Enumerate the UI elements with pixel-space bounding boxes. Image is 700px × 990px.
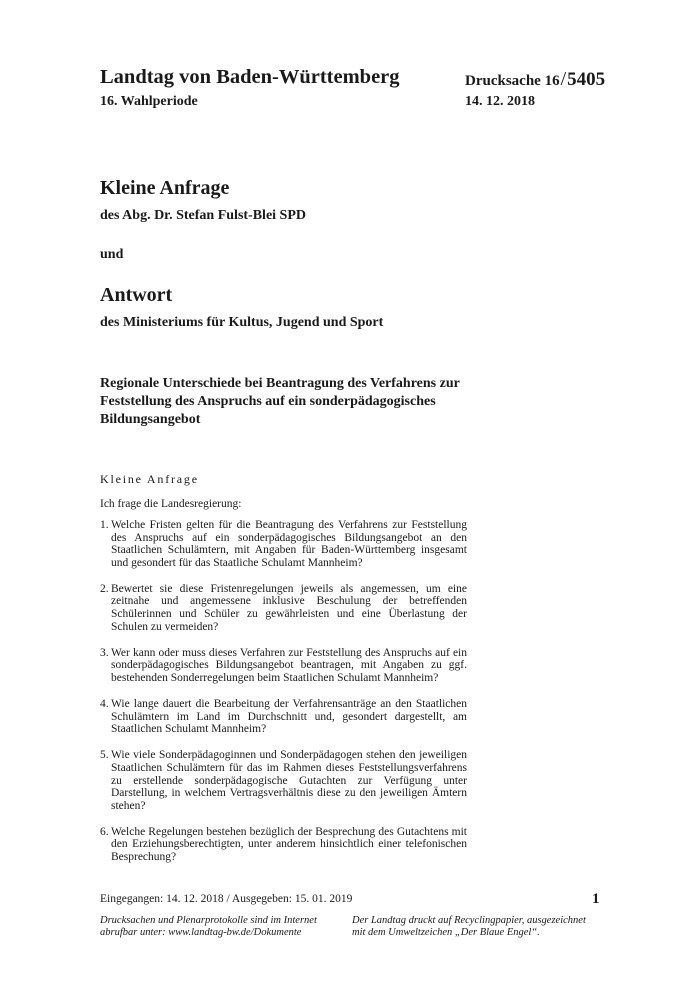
document-date: 14. 12. 2018 xyxy=(465,94,535,109)
question-text: Welche Fristen gelten für die Beantragung des Verfahrens zur Feststellung des Anspruchs auf ein sonderpädagogisches Bildungsangebot an den Staatlichen Schulämtern, mit Angaben für Baden-Württemberg insgesamt und gesondert für das Staatliche Schulamt Mannheim? xyxy=(111,519,467,569)
document-number-value: 5405 xyxy=(567,69,606,90)
question-number: 1. xyxy=(100,519,109,531)
inquiry-topic: Regionale Unterschiede bei Beantragung des Verfahrens zur Feststellung des Anspruchs auf ein sonderpädagogisches Bildungsangebot xyxy=(100,376,460,427)
list-item xyxy=(100,519,467,569)
legislative-period: 16. Wahlperiode xyxy=(100,94,198,109)
list-item xyxy=(100,826,467,864)
question-number: 6. xyxy=(100,825,109,838)
inquiry-type-heading: Kleine Anfrage xyxy=(100,177,230,199)
question-text: Bewertet sie diese Fristenregelungen jeweils als angemessen, um eine zeitnahe und angemessene inklusive Beschulung der betreffenden Schülerinnen und Schüler zu gewährleisten und eine Überlastung der Schulen zu vermeiden? xyxy=(111,582,467,633)
question-number: 3. xyxy=(100,646,109,659)
document-label: Drucksache 16 xyxy=(465,73,560,89)
footer-recycling-note: Der Landtag druckt auf Recyclingpapier, ausgezeichnet mit dem Umweltzeichen „Der Blaue Engel“. xyxy=(352,915,586,938)
page-number: 1 xyxy=(592,891,600,907)
document-number: Drucksache 16/5405 xyxy=(465,68,606,90)
question-text: Wie lange dauert die Bearbeitung der Verfahrensanträge an den Staatlichen Schulämtern im Land im Durchschnitt und, gesondert dargestellt, am Staatlichen Schulamt Mannheim? xyxy=(111,698,467,736)
list-item xyxy=(100,749,467,812)
footer-internet-note: Drucksachen und Plenarprotokolle sind im Internet abrufbar unter: www.landtag-bw.de/Dokumente xyxy=(100,915,317,938)
received-issued-dates: Eingegangen: 14. 12. 2018 / Ausgegeben: 15. 01. 2019 xyxy=(100,893,353,905)
question-number: 4. xyxy=(100,698,109,711)
intro-text: Ich frage die Landesregierung: xyxy=(100,498,242,510)
parliament-title: Landtag von Baden-Württemberg xyxy=(100,66,400,88)
question-number: 2. xyxy=(100,582,109,595)
section-title: Kleine Anfrage xyxy=(100,472,199,486)
list-item xyxy=(100,647,467,685)
ministry-name: des Ministeriums für Kultus, Jugend und Sport xyxy=(100,315,384,330)
question-text: Wer kann oder muss dieses Verfahren zur Feststellung des Anspruchs auf ein sonderpädagogisches Bildungsangebot beantragen, mit Angaben zu ggf. bestehenden Sonderregelungen beim Staatlichen Schulamt Mannheim? xyxy=(111,646,467,684)
inquiry-author: des Abg. Dr. Stefan Fulst-Blei SPD xyxy=(100,208,307,223)
connector-text: und xyxy=(100,247,124,262)
answer-heading: Antwort xyxy=(100,284,173,306)
question-text: Welche Regelungen bestehen bezüglich der Besprechung des Gutachtens mit den Erziehungsberechtigten, unter anderem hinsichtlich einer telefonischen Besprechung? xyxy=(111,825,467,863)
question-text: Wie viele Sonderpädagoginnen und Sonderpädagogen stehen den jeweiligen Staatlichen Schulämtern für das im Rahmen dieses Feststellungsverfahrens zu erstellende sonderpädagogische Gutachten zur Verfügung unter Darstellung, in welchem Vertragsverhältnis diese zu den jeweiligen Ämtern stehen? xyxy=(111,749,467,812)
question-list xyxy=(100,519,467,877)
list-item xyxy=(100,698,467,736)
question-number: 5. xyxy=(100,749,109,762)
list-item xyxy=(100,583,467,633)
